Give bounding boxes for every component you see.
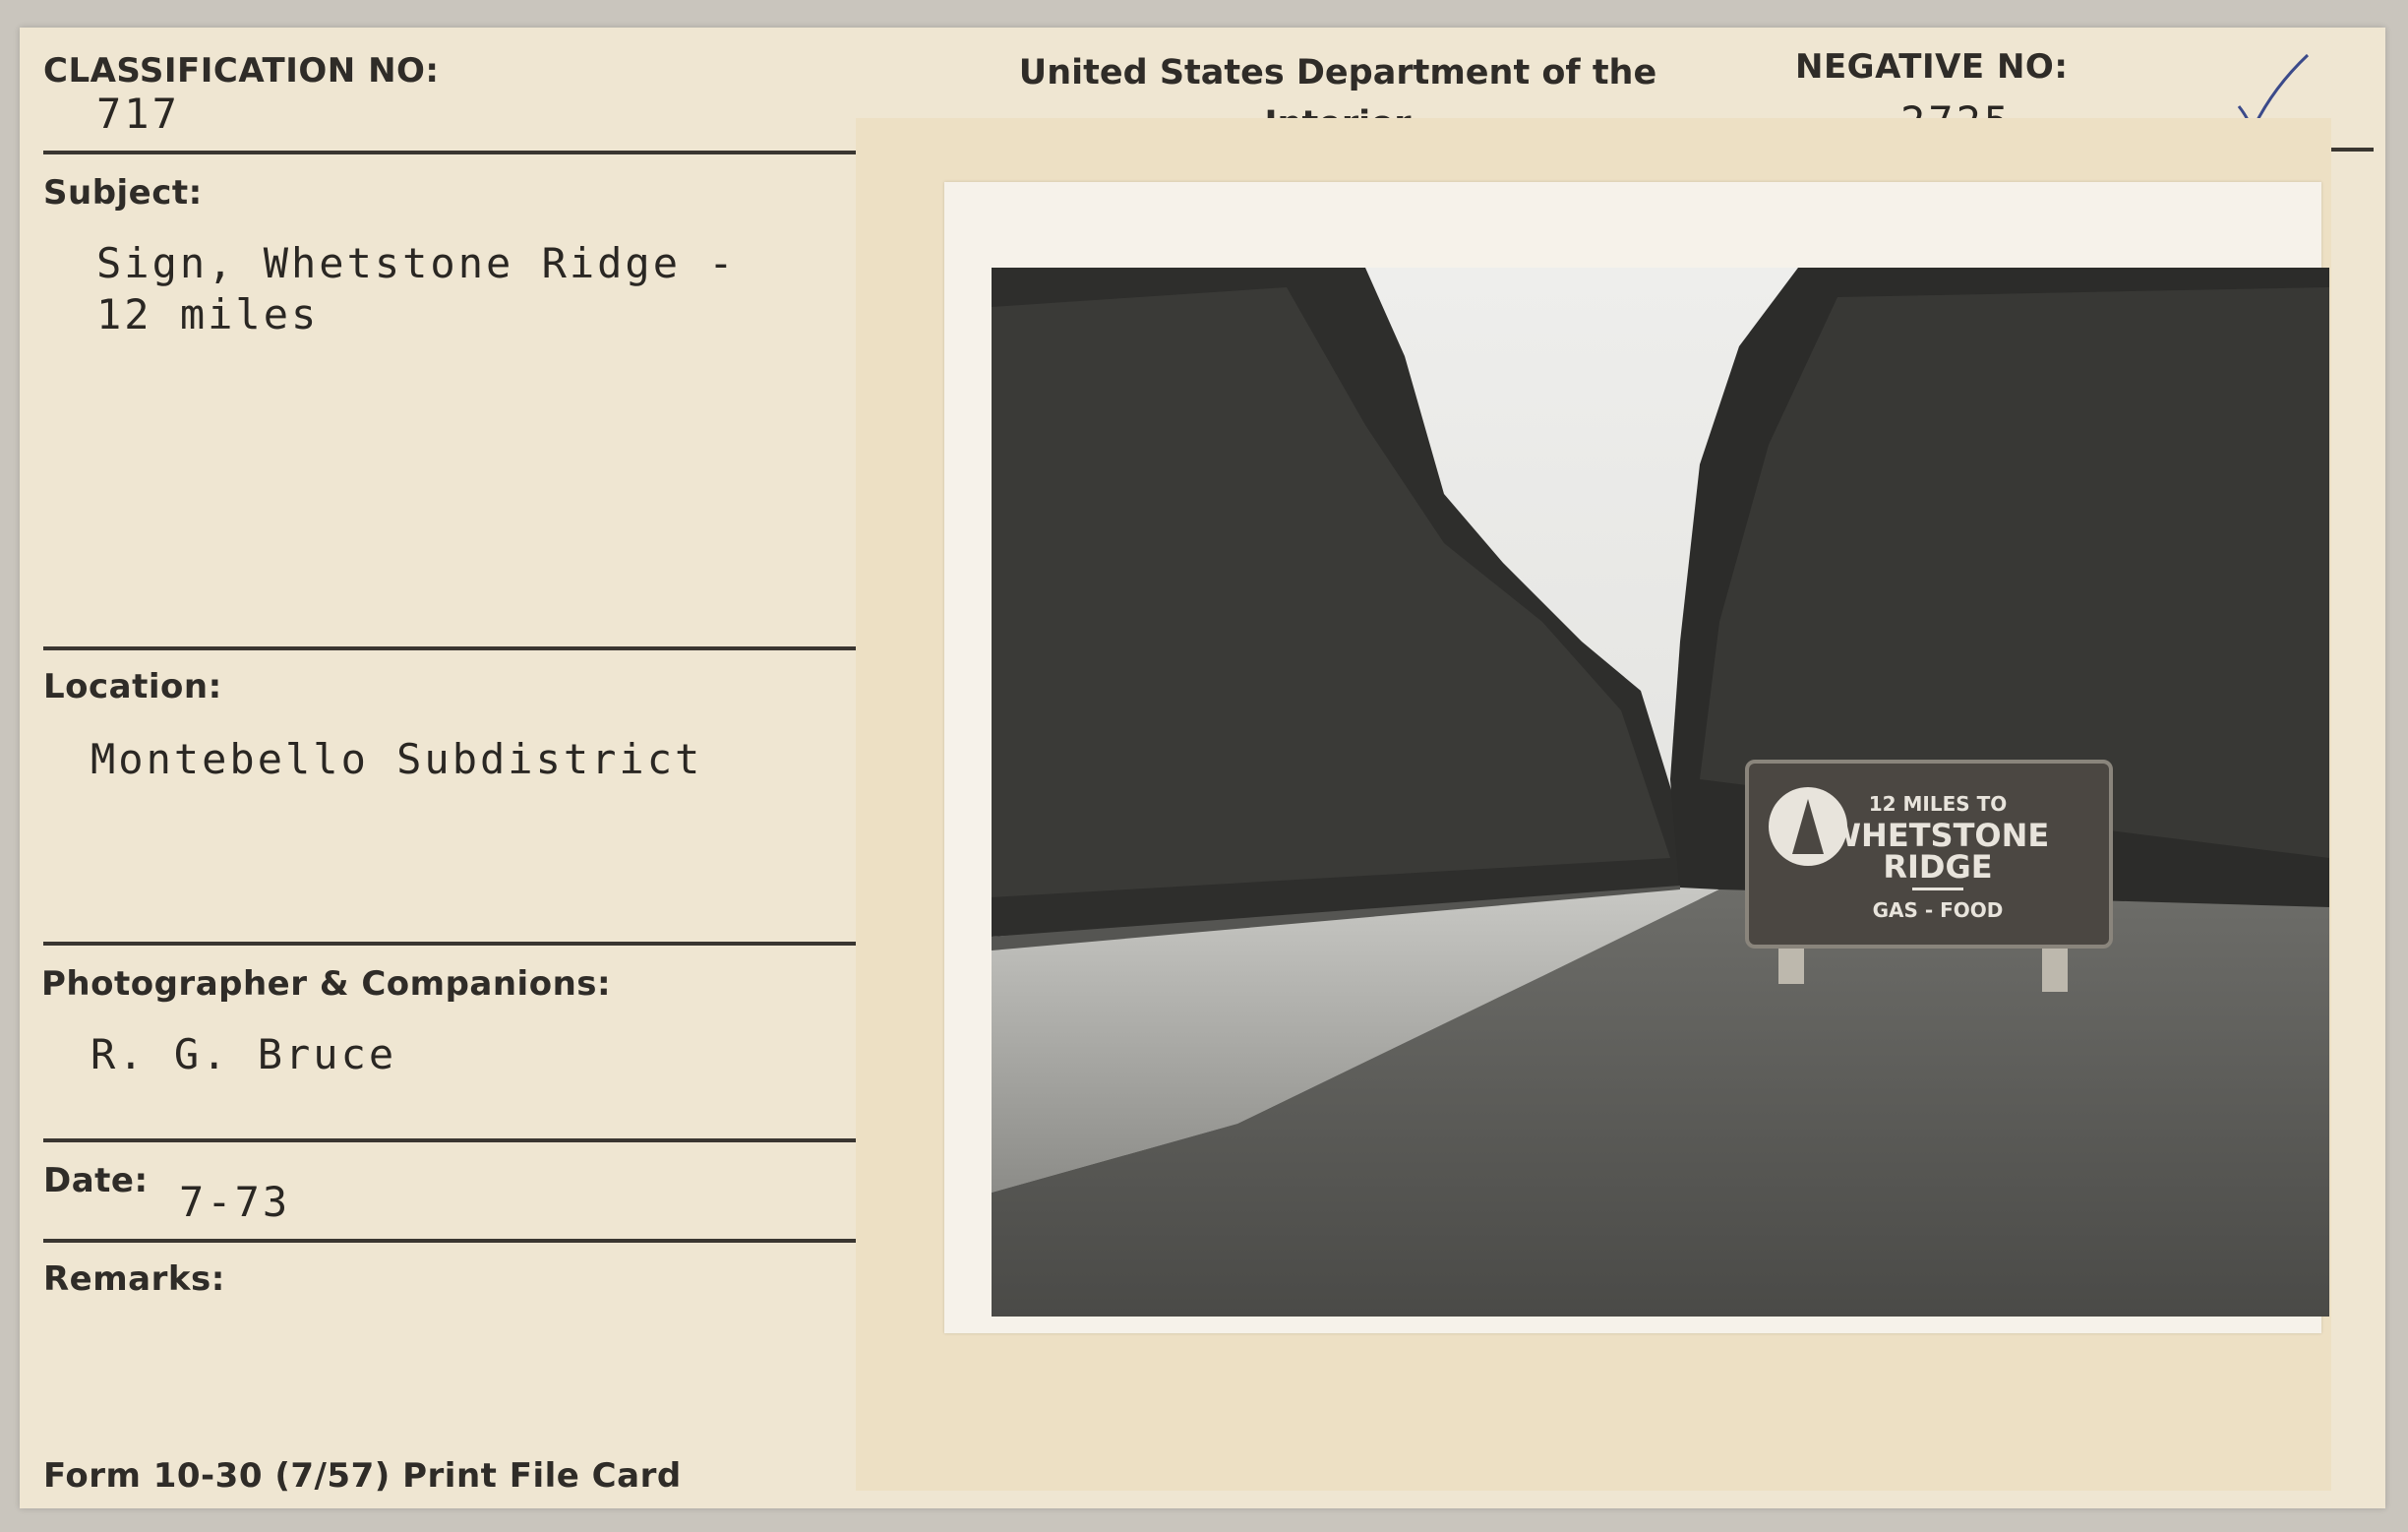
subject-value: Sign, Whetstone Ridge - 12 miles (96, 239, 737, 338)
subject-label: Subject: (43, 173, 203, 213)
date-value: 7-73 (179, 1178, 291, 1226)
date-rule (43, 1239, 887, 1243)
sign-line-3: RIDGE (1883, 848, 1993, 886)
date-label: Date: (43, 1161, 149, 1200)
sign-line-1: 12 MILES TO (1868, 792, 2008, 816)
sign-line-4: GAS - FOOD (1872, 898, 2004, 922)
agency-line-1: United States Department of the (1018, 53, 1657, 92)
sign-line-2: WHETSTONE (1826, 817, 2050, 854)
classification-label: CLASSIFICATION NO: (43, 51, 440, 91)
road-scene-image (992, 268, 2329, 1317)
negative-label: NEGATIVE NO: (1795, 47, 2069, 87)
location-value: Montebello Subdistrict (90, 735, 703, 783)
location-label: Location: (43, 667, 222, 706)
photographer-value: R. G. Bruce (90, 1030, 397, 1078)
remarks-label: Remarks: (43, 1259, 225, 1299)
subject-rule (43, 646, 887, 650)
classification-rule (43, 151, 887, 154)
location-rule (43, 942, 887, 946)
photographer-label: Photographer & Companions: (41, 964, 612, 1004)
photograph (992, 268, 2329, 1317)
classification-value: 717 (96, 90, 180, 138)
form-label: Form 10-30 (7/57) Print File Card (43, 1456, 682, 1496)
photographer-rule (43, 1138, 887, 1142)
